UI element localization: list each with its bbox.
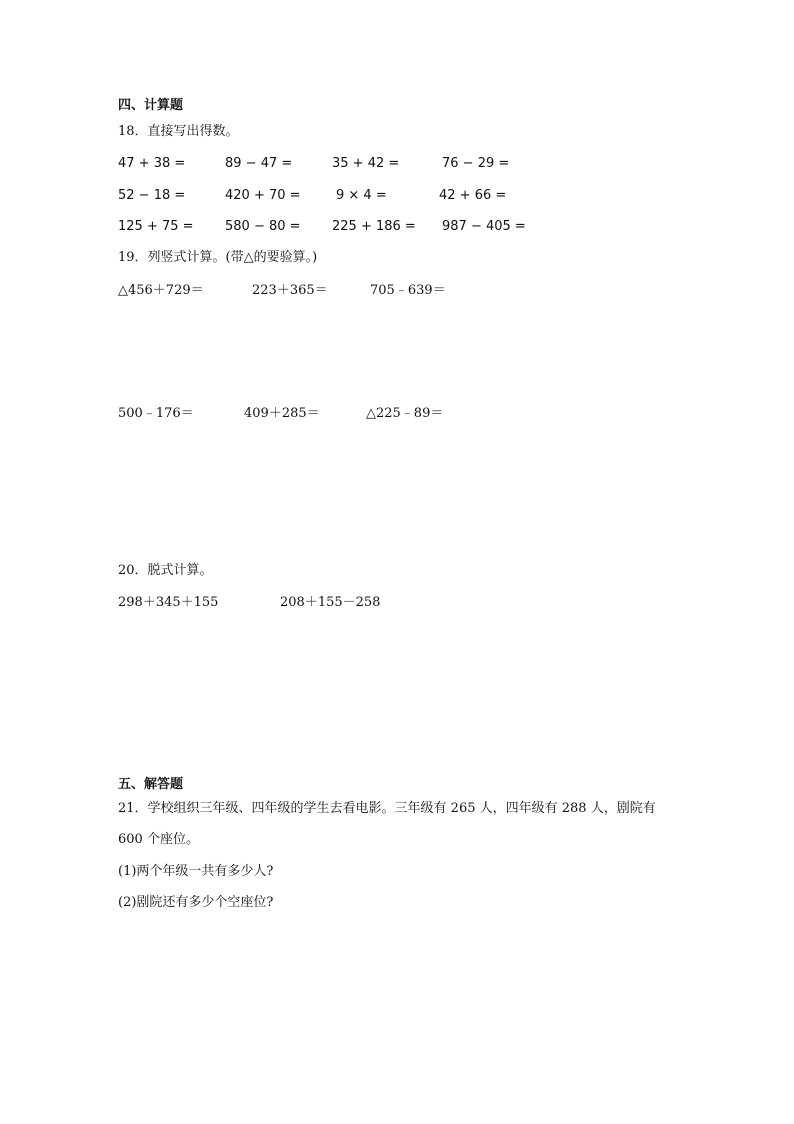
q18-item: 125 + 75 = [118,219,194,234]
q21-line-1: 21．学校组织三年级、四年级的学生去看电影。三年级有 265 人，四年级有 288 人，剧院有 [118,801,656,816]
q19-label: 19．列竖式计算。(带△的要验算。) [118,250,318,265]
section-5-title: 五、解答题 [118,777,184,792]
q18-item: 52 − 18 = [118,188,186,203]
q20-item: 298＋345＋155 [118,595,219,610]
q18-item: 42 + 66 = [439,188,507,203]
q18-item: 420 + 70 = [225,188,301,203]
q21-line-2: 600 个座位。 [118,832,199,847]
q18-label: 18．直接写出得数。 [118,124,239,139]
q20-item: 208＋155－258 [280,595,381,610]
q18-item: 47 + 38 = [118,156,186,171]
q18-item: 76 − 29 = [442,156,510,171]
q19-item: 705﹣639＝ [370,283,446,298]
q21-sub-1: (1)两个年级一共有多少人? [118,864,274,879]
q19-item: 500﹣176＝ [118,406,194,421]
q19-item: △456＋729＝ [118,283,204,298]
q19-item: △225﹣89＝ [366,406,444,421]
q18-item: 225 + 186 = [332,219,416,234]
q19-item: 409＋285＝ [244,406,320,421]
q18-item: 89 − 47 = [225,156,293,171]
q21-sub-2: (2)剧院还有多少个空座位? [118,895,274,910]
q18-item: 580 − 80 = [225,219,301,234]
section-4-title: 四、计算题 [118,98,184,113]
q19-item: 223＋365＝ [252,283,328,298]
q18-item: 35 + 42 = [332,156,400,171]
q18-item: 987 − 405 = [442,219,526,234]
q18-item: 9 × 4 = [336,188,387,203]
q20-label: 20．脱式计算。 [118,563,213,578]
